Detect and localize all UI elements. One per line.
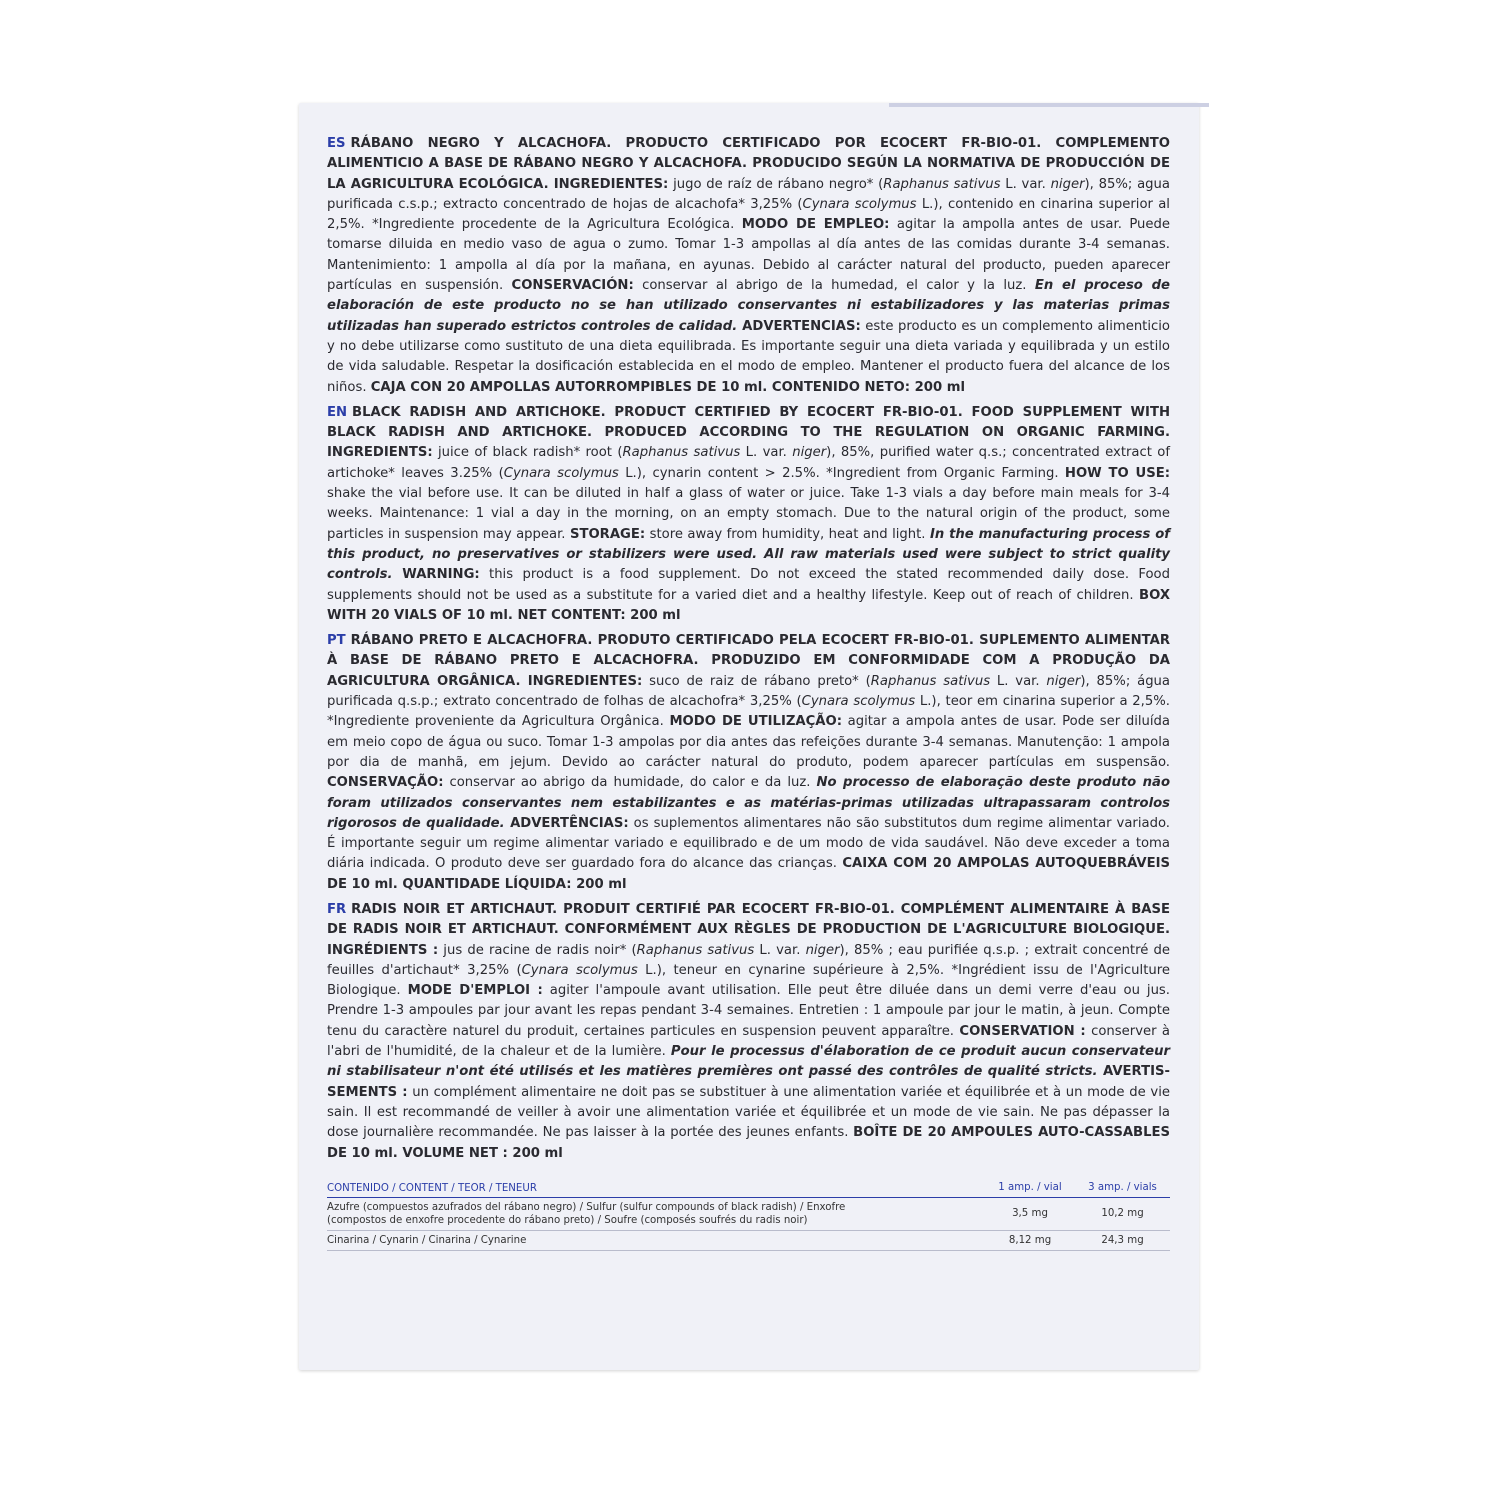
body-text: L.), teneur en cynarine supérieure à 2,5%. *Ingrédient issu de l'Agriculture Biologique.: [327, 962, 1170, 999]
section-english: [327, 403, 1170, 626]
latin-name: Raphanus sativus: [622, 445, 741, 461]
usage-heading: HOW TO USE:: [1064, 465, 1170, 481]
body-text: juice of black radish* root (: [432, 445, 623, 461]
row-label-line: (compostos de enxofre procedente do rábano preto) / Soufre (composés soufrés du radis noir): [327, 1214, 808, 1226]
body-text: este producto es un complemento alimenticio y no debe utilizarse como sustituto de una dieta equilibrada. Es importante seguir una dieta variada y equilibrada y un estilo de vida saludable. Respetar la dosificación establecida en el modo de empleo. Mantener el producto fuera del alcance de los niños.: [327, 318, 1171, 395]
usage-heading: MODO DE EMPLEO:: [741, 217, 890, 233]
latin-name: Raphanus sativus: [636, 942, 755, 958]
usage-heading: MODO DE UTILIZAÇÃO:: [669, 714, 842, 730]
product-heading: RADIS NOIR ET ARTICHAUT. PRODUIT CERTIFIÉ PAR ECOCERT FR-BIO-01. COMPLÉMENT ALIMENTAIRE À BASE DE RADIS NOIR ET ARTICHAUT. CONFORMÉMENT AUX RÈGLES DE PRODUCTION DE L'AGRICULTURE BIOLOGIQUE. INGRÉDIENTS :: [327, 901, 1170, 958]
body-text: suco de raiz de rábano preto* (: [642, 673, 871, 689]
body-text: L.), contenido en cinarina superior al 2,5%. *Ingrediente procedente de la Agricultura Ecológica.: [327, 196, 1170, 233]
body-text: un complément alimentaire ne doit pas se substituer à une alimentation variée et équilibrée et à un mode de vie sain. Il est recommandé de veiller à avoir une alimentation variée et équilibrée et un mode de vie sain. Ne pas dépasser la dose journalière recommandée. Ne pas laisser à la portée des jeunes enfants.: [327, 1084, 1170, 1141]
storage-heading: CONSERVATION :: [959, 1023, 1086, 1039]
row-label: Cinarina / Cynarin / Cinarina / Cynarine: [327, 1234, 527, 1246]
body-text: agiter l'ampoule avant utilisation. Elle peut être diluée dans un demi verre d'eau ou jus. Prendre 1-3 ampoules par jour avant les repas pendant 3-4 semaines. Entretien : 1 ampoule par jour le matin, à jeun. Compte tenu du caractère naturel du produit, certaines particules en suspension peuvent apparaître.: [327, 983, 1170, 1039]
body-text: L. var.: [1000, 176, 1051, 192]
latin-name: niger: [1050, 176, 1085, 192]
warning-heading: ADVERTENCIAS:: [737, 318, 861, 334]
warning-heading: WARNING:: [392, 567, 480, 583]
body-text: jus de racine de radis noir* (: [438, 942, 637, 958]
header-per-vial: 1 amp. / vial: [998, 1181, 1062, 1193]
body-text: ), 85%; agua purificada c.s.p.; extracto concentrado de hojas de alcachofa* 3,25% (: [327, 176, 1170, 212]
net-content: CAIXA COM 20 AMPOLAS AUTOQUEBRÁVEIS DE 10 ml. QUANTIDADE LÍQUIDA: 200 ml: [327, 856, 1171, 892]
language-code: PT: [327, 633, 346, 649]
box-flap-tab: [889, 103, 1209, 107]
body-text: L. var.: [754, 942, 806, 958]
body-text: L.), teor em cinarina superior a 2,5%. *Ingrediente proveniente da Agricultura Orgânica.: [327, 694, 1170, 730]
usage-heading: MODE D'EMPLOI :: [407, 983, 543, 999]
latin-name: niger: [792, 445, 827, 461]
body-text: L. var.: [990, 673, 1047, 689]
body-text: agitar la ampolla antes de usar. Puede tomarse diluida en medio vaso de agua o zumo. Tomar 1-3 ampollas al día antes de las comidas durante 3-4 semanas. Mantenimiento: 1 ampolla al día por la mañana, en ayunas. Debido al carácter natural del producto, pueden aparecer partículas en suspensión.: [327, 217, 1170, 294]
body-text: jugo de raíz de rábano negro* (: [668, 176, 884, 192]
latin-name: Raphanus sativus: [870, 673, 991, 689]
product-heading: RÁBANO NEGRO Y ALCACHOFA. PRODUCTO CERTIFICADO POR ECOCERT FR-BIO-01. COMPLEMENTO ALIMENTICIO A BASE DE RÁBANO NEGRO Y ALCACHOFA. PRODUCIDO SEGÚN LA NORMATIVA DE PRODUCCIÓN DE LA AGRICULTURA ECOLÓGICA. INGREDIENTES:: [327, 136, 1170, 192]
net-content: CAJA CON 20 AMPOLLAS AUTORROMPIBLES DE 10 ml. CONTENIDO NETO: 200 ml: [370, 379, 966, 395]
latin-name: niger: [1046, 673, 1081, 689]
product-heading: BLACK RADISH AND ARTICHOKE. PRODUCT CERTIFIED BY ECOCERT FR-BIO-01. FOOD SUPPLEMENT WITH BLACK RADISH AND ARTICHOKE. PRODUCED ACCORDING TO THE REGULATION ON ORGANIC FARMING. INGREDIENTS:: [327, 404, 1170, 461]
language-code: ES: [327, 136, 346, 151]
latin-name: Cynara scolymus: [802, 196, 917, 212]
language-code: FR: [327, 901, 347, 917]
warning-heading: AVERTISSEMENTS :: [327, 1064, 1171, 1100]
quality-statement: No processo de elaboração deste produto não foram utilizados conservantes nem estabilizantes e as matérias-primas utilizadas ultrapassaram controlos rigorosos de qualidade.: [327, 775, 1170, 831]
warning-heading: ADVERTÊNCIAS:: [504, 815, 629, 831]
quality-statement: En el proceso de elaboración de este producto no se han utilizado conservantes ni estabilizadores y las materias primas utilizadas han superado estrictos controles de calidad.: [327, 278, 1170, 334]
table-row-cynarin: [327, 1231, 1170, 1251]
latin-name: Raphanus sativus: [883, 176, 1001, 192]
product-heading: RÁBANO PRETO E ALCACHOFRA. PRODUTO CERTIFICADO PELA ECOCERT FR-BIO-01. SUPLEMENTO ALIMENTAR À BASE DE RÁBANO PRETO E ALCACHOFRA. PRODUZIDO EM CONFORMIDADE COM A PRODUÇÃO DA AGRICULTURA ORGÂNICA. INGREDIENTES:: [327, 633, 1170, 689]
body-text: conservar ao abrigo da humidade, do calor e da luz.: [443, 775, 817, 791]
value-per-vial: 3,5 mg: [1012, 1208, 1048, 1220]
section-spanish: [327, 134, 1170, 398]
body-text: store away from humidity, heat and light.: [645, 526, 930, 542]
body-text: ), 85%, purified water q.s.; concentrated extract of artichoke* leaves 3.25% (: [327, 445, 1170, 481]
product-box-back-panel: [299, 103, 1199, 1370]
body-text: conserver à l'abri de l'humidité, de la chaleur et de la lumière.: [327, 1023, 1171, 1060]
body-text: agitar a ampola antes de usar. Pode ser diluída em meio copo de água ou suco. Tomar 1-3 ampolas por dia antes das refeições durante 3-4 semanas. Manutenção: 1 ampola por dia de manhã, em jejum. Devido ao carácter natural do produto, podem aparecer partículas em suspensão.: [327, 714, 1170, 770]
latin-name: Cynara scolymus: [801, 694, 916, 710]
storage-heading: CONSERVAÇÃO:: [327, 775, 444, 791]
latin-name: niger: [805, 942, 840, 958]
body-text: L. var.: [740, 445, 793, 461]
label-text-area: [327, 134, 1170, 1251]
net-content: BOÎTE DE 20 AMPOULES AUTO-CASSABLES DE 10 ml. VOLUME NET : 200 ml: [327, 1125, 1170, 1161]
quality-statement: In the manufacturing process of this product, no preservatives or stabilizers were used. All raw materials used were subject to strict quality controls.: [327, 526, 1170, 583]
body-text: os suplementos alimentares não são substitutos dum regime alimentar variado. É importante seguir um regime alimentar variado e equilibrado e de um modo de vida saudável. Não deve exceder a toma diária indicada. O produto deve ser guardado fora do alcance das crianças.: [327, 815, 1171, 872]
net-content: BOX WITH 20 VIALS OF 10 ml. NET CONTENT: 200 ml: [327, 587, 1170, 623]
latin-name: Cynara scolymus: [503, 465, 619, 481]
section-french: [327, 900, 1170, 1164]
row-label: [327, 1201, 985, 1227]
language-code: EN: [327, 404, 348, 420]
header-per-3-vials: 3 amp. / vials: [1088, 1181, 1157, 1193]
table-row-sulfur: [327, 1198, 1170, 1231]
value-per-3-vials: 24,3 mg: [1101, 1234, 1144, 1246]
body-text: conservar al abrigo de la humedad, el calor y la luz.: [633, 278, 1035, 294]
header-content-label: CONTENIDO / CONTENT / TEOR / TENEUR: [327, 1182, 537, 1194]
value-per-3-vials: 10,2 mg: [1101, 1208, 1144, 1220]
value-per-vial: 8,12 mg: [1008, 1234, 1052, 1246]
latin-name: Cynara scolymus: [521, 962, 638, 978]
nutrition-table: [327, 1182, 1170, 1251]
body-text: shake the vial before use. It can be diluted in half a glass of water or juice. Take 1-3 vials a day before main meals for 3-4 weeks. Maintenance: 1 vial a day in the morning, on an empty stomach. Due to the natural origin of the product, some particles in suspension may appear.: [327, 486, 1170, 542]
nutrition-table-header: [327, 1182, 1170, 1198]
body-text: ), 85%; água purificada q.s.p.; extrato concentrado de folhas de alcachofra* 3,25% (: [327, 673, 1170, 710]
row-label-line: Azufre (compuestos azufrados del rábano negro) / Sulfur (sulfur compounds of black radish) / Enxofre: [327, 1201, 846, 1213]
quality-statement: Pour le processus d'élaboration de ce produit aucun conservateur ni stabilisateur n'ont été utilisés et les matières premières ont passé des contrôles de qualité stricts.: [327, 1044, 1170, 1080]
storage-heading: CONSERVACIÓN:: [511, 278, 634, 294]
body-text: this product is a food supplement. Do not exceed the stated recommended daily dose. Food supplements should not be used as a substitute for a varied diet and a healthy lifestyle. Keep out of reach of children.: [327, 567, 1170, 603]
section-portuguese: [327, 631, 1170, 895]
body-text: L.), cynarin content > 2.5%. *Ingredient from Organic Farming.: [618, 465, 1065, 481]
body-text: ), 85% ; eau purifiée q.s.p. ; extrait concentré de feuilles d'artichaut* 3,25% (: [327, 942, 1170, 978]
storage-heading: STORAGE:: [569, 526, 646, 542]
